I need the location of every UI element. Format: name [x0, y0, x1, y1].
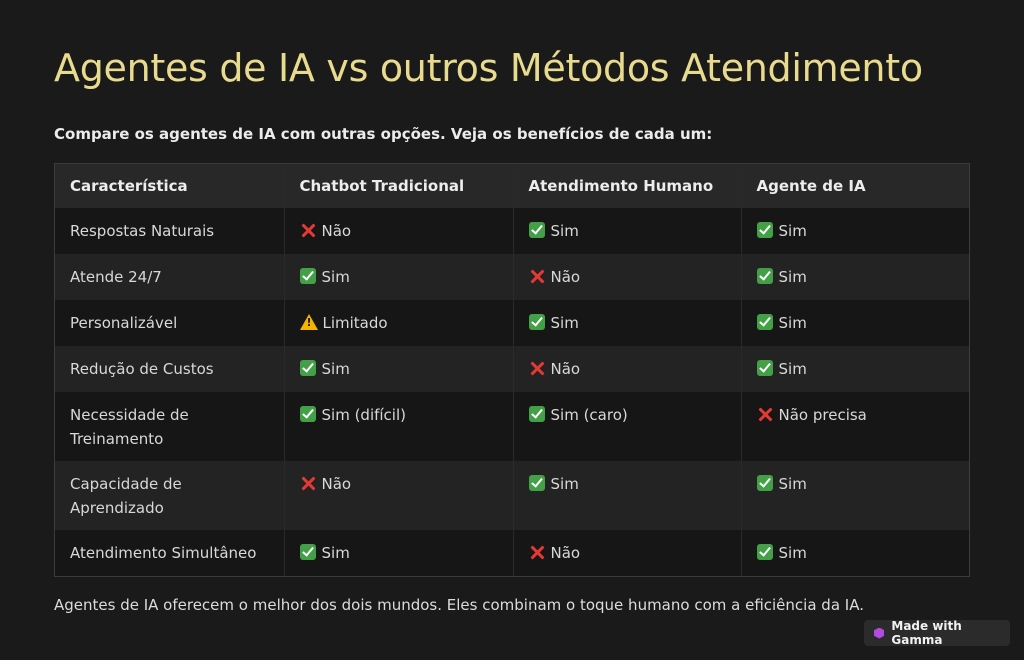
cell-value: Sim [778, 268, 807, 286]
chatbot-cell [284, 346, 513, 392]
cross-icon [529, 544, 545, 560]
cell-value: Sim [778, 314, 807, 332]
table-row [55, 208, 969, 254]
cell-value: Sim (difícil) [321, 406, 406, 424]
column-header-feature: Característica [55, 164, 284, 208]
check-icon [757, 360, 773, 376]
human-cell [513, 300, 741, 346]
feature-cell: Redução de Custos [55, 346, 284, 392]
cell-value: Sim [550, 475, 579, 493]
cell-value: Sim (caro) [550, 406, 628, 424]
cell-value: Sim [550, 314, 579, 332]
table-row [55, 461, 969, 530]
cell-value: Não [550, 544, 581, 562]
cross-icon [529, 360, 545, 376]
ai-agent-cell [741, 461, 969, 530]
table-row [55, 300, 969, 346]
human-cell [513, 346, 741, 392]
cell-value: Sim [321, 268, 350, 286]
check-icon [529, 314, 545, 330]
table-row [55, 254, 969, 300]
check-icon [300, 406, 316, 422]
cell-value: Sim [778, 360, 807, 378]
check-icon [757, 544, 773, 560]
human-cell [513, 461, 741, 530]
column-header-ai-agent: Agente de IA [756, 177, 866, 195]
page-title: Agentes de IA vs outros Métodos Atendimento [54, 46, 923, 90]
comparison-table [54, 163, 970, 577]
ai-agent-cell [741, 530, 969, 576]
ai-agent-cell [741, 392, 969, 461]
cross-icon [300, 222, 316, 238]
check-icon [757, 222, 773, 238]
check-icon [300, 268, 316, 284]
feature-cell: Respostas Naturais [55, 208, 284, 254]
gamma-logo-icon [874, 628, 884, 639]
cross-icon [529, 268, 545, 284]
chatbot-cell [284, 530, 513, 576]
badge-label: Made with Gamma [891, 619, 962, 647]
ai-agent-cell [741, 300, 969, 346]
cell-value: Não [321, 475, 352, 493]
cell-value: Sim [778, 475, 807, 493]
cell-value: Limitado [322, 314, 388, 332]
feature-cell: Necessidade de Treinamento [55, 392, 284, 461]
feature-cell: Capacidade de Aprendizado [55, 461, 284, 530]
intro-text: Compare os agentes de IA com outras opções. Veja os benefícios de cada um: [54, 125, 713, 143]
feature-cell: Personalizável [55, 300, 284, 346]
table-row [55, 392, 969, 461]
cell-value: Sim [321, 360, 350, 378]
cell-value: Não precisa [778, 406, 867, 424]
ai-agent-cell [741, 346, 969, 392]
cell-value: Sim [321, 544, 350, 562]
cell-value: Sim [550, 222, 579, 240]
warning-icon [300, 314, 318, 330]
table-row [55, 346, 969, 392]
check-icon [757, 268, 773, 284]
check-icon [300, 360, 316, 376]
check-icon [529, 222, 545, 238]
cell-value: Sim [778, 222, 807, 240]
human-cell [513, 254, 741, 300]
made-with-gamma-badge[interactable] [864, 620, 1010, 646]
ai-agent-cell [741, 208, 969, 254]
human-cell [513, 208, 741, 254]
slide [54, 42, 970, 562]
check-icon [300, 544, 316, 560]
chatbot-cell [284, 300, 513, 346]
cell-value: Sim [778, 544, 807, 562]
chatbot-cell [284, 461, 513, 530]
feature-cell: Atende 24/7 [55, 254, 284, 300]
conclusion-text: Agentes de IA oferecem o melhor dos dois mundos. Eles combinam o toque humano com a eficiência da IA. [54, 596, 864, 614]
column-header-chatbot: Chatbot Tradicional [284, 164, 513, 208]
check-icon [757, 314, 773, 330]
chatbot-cell [284, 254, 513, 300]
chatbot-cell [284, 392, 513, 461]
table-header-row [55, 164, 969, 208]
human-cell [513, 530, 741, 576]
feature-cell: Atendimento Simultâneo [55, 530, 284, 576]
cell-value: Não [550, 360, 581, 378]
check-icon [529, 475, 545, 491]
cell-value: Não [321, 222, 352, 240]
check-icon [757, 475, 773, 491]
check-icon [529, 406, 545, 422]
column-header-human: Atendimento Humano [513, 164, 741, 208]
human-cell [513, 392, 741, 461]
cross-icon [300, 475, 316, 491]
cross-icon [757, 406, 773, 422]
chatbot-cell [284, 208, 513, 254]
cell-value: Não [550, 268, 581, 286]
table-row [55, 530, 969, 576]
ai-agent-cell [741, 254, 969, 300]
